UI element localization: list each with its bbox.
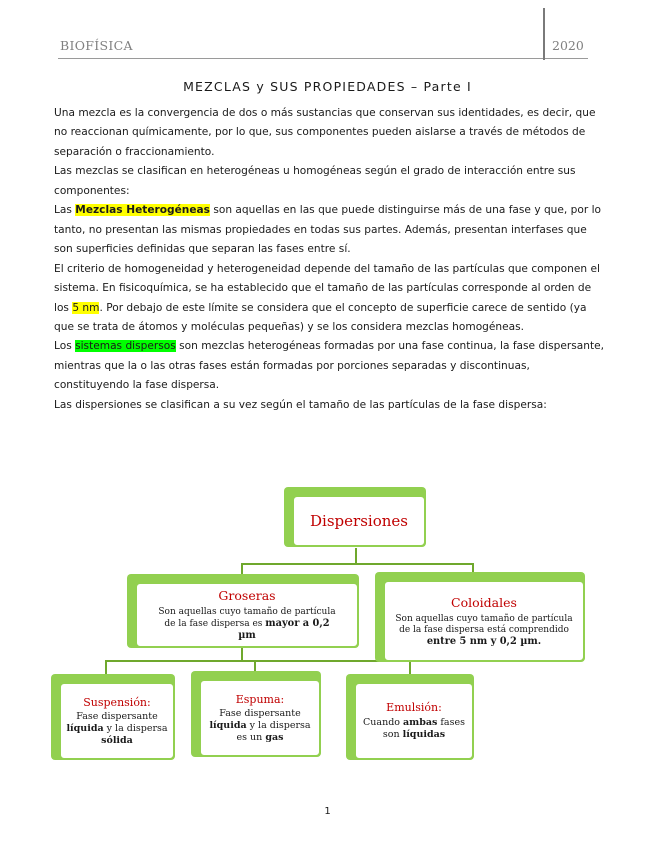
connector-root-down	[355, 548, 357, 564]
diagram-node-suspension	[51, 674, 175, 760]
diagram-node-coloidales	[375, 572, 585, 662]
node-desc-coloidales	[394, 614, 574, 648]
node-title-espuma: Espuma:	[235, 692, 285, 706]
desc-text: y la dispersa	[103, 722, 168, 734]
connector-level1-bar	[241, 563, 474, 565]
node-desc-espuma	[203, 708, 317, 744]
diagram-node-espuma	[191, 671, 321, 757]
page-number: 1	[324, 806, 331, 817]
highlight-mezclas-heterogeneas: Mezclas Heterogéneas	[75, 204, 210, 217]
paragraph-4-end: . Por debajo de este límite se considera que el concepto de superficie carece de sentido (ya que se trata de átomos y moléculas pequeñas) y se los considera mezclas homogéneas.	[54, 301, 587, 333]
node-box	[135, 582, 359, 648]
node-desc-suspension	[65, 711, 169, 747]
node-title-suspension: Suspensión:	[83, 695, 151, 709]
paragraph-3	[54, 201, 606, 259]
node-title-groseras: Groseras	[218, 588, 276, 603]
node-desc-groseras	[155, 607, 339, 642]
node-title-dispersiones: Dispersiones	[310, 512, 408, 530]
desc-bold: mayor a 0,2 µm	[238, 618, 330, 641]
paragraph-2: Las mezclas se clasifican en heterogéneas u homogéneas según el grado de interacción entre sus componentes:	[54, 165, 576, 197]
node-title-emulsion: Emulsión:	[386, 701, 442, 714]
node-box	[383, 580, 585, 662]
desc-text: Son aquellas cuyo tamaño de partícula de la fase dispersa está comprendido	[395, 613, 573, 635]
desc-bold: líquidas	[402, 729, 446, 740]
diagram-node-dispersiones	[284, 487, 426, 547]
highlight-sistemas-dispersos: sistemas dispersos	[75, 340, 176, 353]
paragraph-3-start: Las	[54, 204, 76, 217]
desc-bold: sólida	[101, 734, 133, 746]
paragraph-4	[54, 260, 606, 338]
desc-bold: gas	[265, 731, 284, 743]
node-box	[199, 679, 321, 757]
paragraph-3-end: son aquellas en las que puede distinguirse más de una fase y que, por lo tanto, no presentan las mismas propiedades en todas sus partes. Además, presentan interfases que son superficies definidas que separan las fases entre sí.	[54, 204, 602, 256]
diagram-node-groseras	[127, 574, 359, 648]
paragraph-1: Una mezcla es la convergencia de dos o más sustancias que conservan sus identidades, es decir, que no reaccionan químicamente, por lo que, sus componentes pueden aislarse a través de métodos de separación o fraccionamiento.	[54, 107, 596, 158]
paragraph-4-start: El criterio de homogeneidad y heterogeneidad depende del tamaño de las partículas que componen el sistema. En fisicoquímica, se ha establecido que el tamaño de las partículas corresponde al orden de los	[54, 262, 600, 314]
desc-bold: ambas	[403, 717, 438, 728]
node-desc-emulsion	[361, 717, 467, 741]
desc-bold: líquida	[66, 722, 104, 734]
page-title: MEZCLAS y SUS PROPIEDADES – Parte I	[183, 79, 472, 94]
desc-bold: líquida	[209, 719, 247, 731]
desc-bold: entre 5 nm y 0,2 µm.	[426, 635, 542, 647]
paragraph-5	[54, 337, 606, 395]
body-text	[54, 104, 606, 415]
desc-text: y la dispersa es un	[236, 719, 311, 743]
node-box	[292, 495, 426, 547]
desc-text: fases son	[382, 717, 465, 740]
header-year: 2020	[552, 38, 584, 53]
paragraph-5-end: son mezclas heterogéneas formadas por una fase continua, la fase dispersante, mientras que la o las otras fases están formadas por porciones separadas y discontinuas, constituyendo la fase dispersa.	[54, 340, 604, 392]
desc-text: Fase dispersante	[76, 710, 158, 722]
header-rule	[58, 58, 588, 59]
connector-level2-bar	[105, 660, 410, 662]
node-box	[59, 682, 175, 760]
diagram-node-emulsion	[346, 674, 474, 760]
node-title-coloidales: Coloidales	[451, 594, 517, 610]
highlight-5nm: 5 nm	[72, 301, 100, 314]
desc-text: Fase dispersante	[219, 707, 301, 719]
paragraph-6: Las dispersiones se clasifican a su vez según el tamaño de las partículas de la fase dispersa:	[54, 398, 547, 411]
paragraph-5-start: Los	[54, 340, 76, 353]
desc-text: Cuando	[363, 717, 404, 728]
header-divider	[543, 8, 545, 60]
node-box	[354, 682, 474, 760]
header-subject: BIOFÍSICA	[60, 38, 133, 53]
desc-text: Son aquellas cuyo tamaño de partícula de la fase dispersa es	[158, 607, 336, 629]
